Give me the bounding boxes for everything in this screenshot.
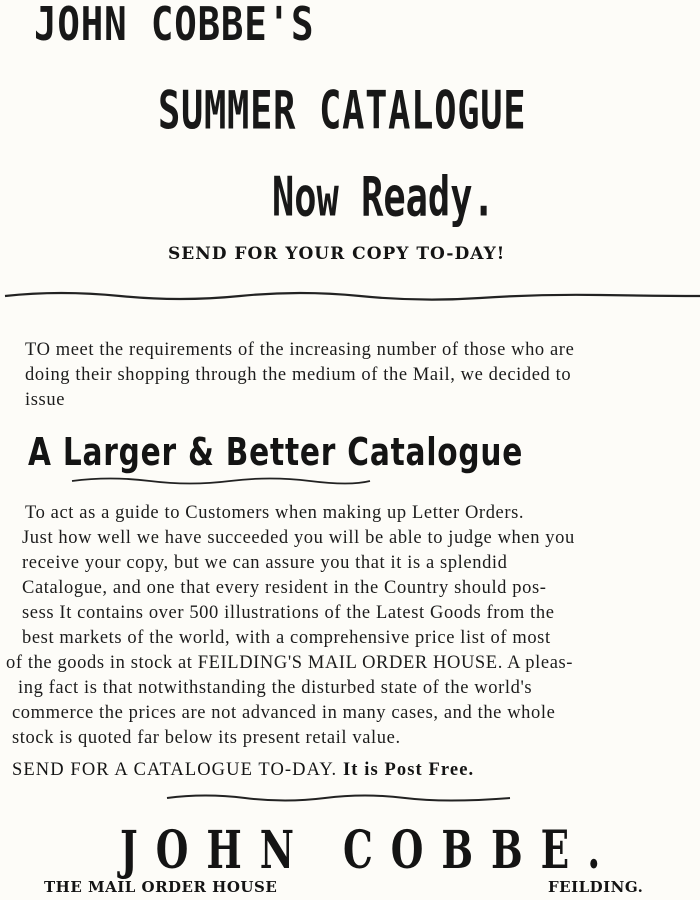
body-line-8: ing fact is that notwithstanding the disturbed state of the world's bbox=[18, 678, 533, 698]
body-line-3: receive your copy, but we can assure you that it is a splendid bbox=[22, 553, 508, 573]
send-catalogue-line bbox=[12, 760, 474, 781]
body-line-5: sess It contains over 500 illustrations of the Latest Goods from the bbox=[22, 603, 555, 623]
body-line-10: stock is quoted far below its present retail value. bbox=[12, 728, 401, 748]
intro-line-3: issue bbox=[25, 390, 65, 410]
body-line-4: Catalogue, and one that every resident in the Country should pos- bbox=[22, 578, 547, 598]
body-line-7: of the goods in stock at FEILDING'S MAIL ORDER HOUSE. A pleas- bbox=[6, 653, 574, 673]
wavy-rule-under-headline bbox=[70, 474, 430, 488]
header-now-ready: Now Ready. bbox=[272, 166, 495, 229]
body-line-1: To act as a guide to Customers when making up Letter Orders. bbox=[25, 503, 525, 523]
body-line-9: commerce the prices are not advanced in many cases, and the whole bbox=[12, 703, 556, 723]
send-for-copy-line: SEND FOR YOUR COPY TO-DAY! bbox=[168, 244, 506, 264]
header-summer-catalogue: SUMMER CATALOGUE bbox=[158, 80, 527, 141]
body-line-2: Just how well we have succeeded you will be able to judge when you bbox=[22, 528, 575, 548]
post-free-text: It is Post Free. bbox=[342, 760, 475, 780]
wavy-rule-bottom bbox=[165, 790, 515, 806]
footer-mail-order-house: THE MAIL ORDER HOUSE bbox=[44, 878, 278, 896]
body-line-6: best markets of the world, with a comprehensive price list of most bbox=[22, 628, 551, 648]
wavy-rule-top bbox=[0, 286, 700, 308]
header-john-cobbes: JOHN COBBE'S bbox=[34, 0, 315, 52]
headline-larger-better-catalogue: A Larger & Better Catalogue bbox=[28, 430, 524, 474]
footer-name-john-cobbe: JOHN COBBE. bbox=[120, 820, 619, 881]
intro-line-2: doing their shopping through the medium of the Mail, we decided to bbox=[25, 365, 572, 385]
send-catalogue-text: SEND FOR A CATALOGUE TO-DAY. bbox=[12, 760, 338, 780]
footer-feilding: FEILDING. bbox=[548, 878, 644, 896]
intro-line-1: TO meet the requirements of the increasing number of those who are bbox=[25, 340, 575, 360]
